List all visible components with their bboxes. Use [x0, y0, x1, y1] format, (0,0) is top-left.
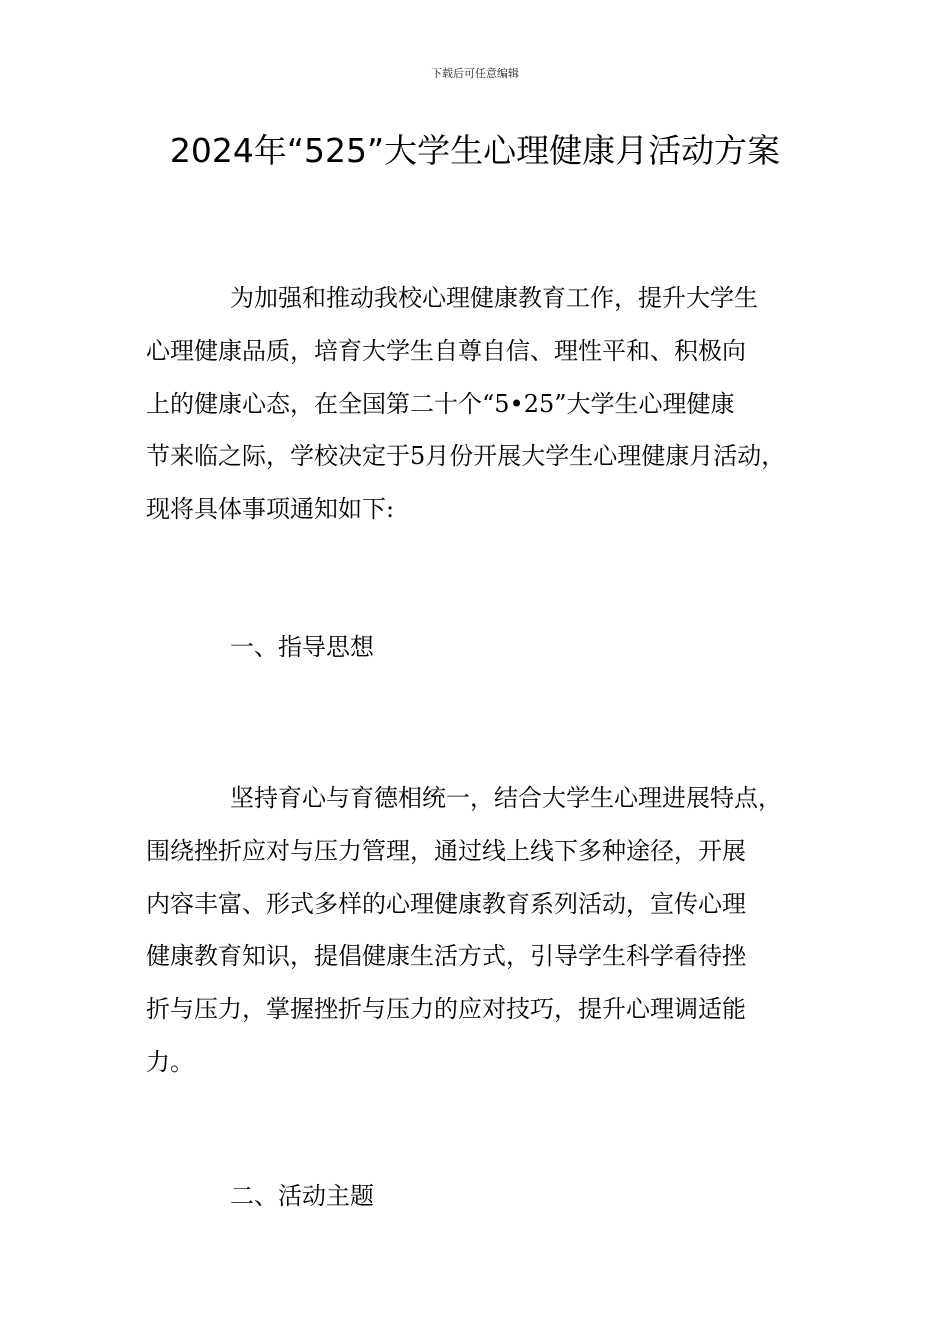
intro-paragraph — [146, 272, 836, 536]
section-heading-guiding-thought: 一、指导思想 — [230, 633, 374, 661]
document-title: 2024年“525”大学生心理健康月活动方案 — [169, 131, 781, 170]
body-line: 内容丰富、形式多样的心理健康教育系列活动，宣传心理 — [146, 889, 746, 918]
body-line: 健康教育知识，提倡健康生活方式，引导学生科学看待挫 — [146, 942, 746, 971]
intro-line: 节来临之际，学校决定于5月份开展大学生心理健康月活动， — [146, 442, 786, 471]
body-line: 折与压力，掌握挫折与压力的应对技巧，提升心理调适能 — [146, 995, 746, 1024]
intro-line: 上的健康心态，在全国第二十个“5•25”大学生心理健康 — [146, 389, 735, 418]
intro-line: 心理健康品质，培育大学生自尊自信、理性平和、积极向 — [146, 336, 746, 365]
body-line: 坚持育心与育德相统一，结合大学生心理进展特点， — [230, 784, 782, 812]
intro-line: 为加强和推动我校心理健康教育工作，提升大学生 — [230, 284, 758, 312]
intro-line: 现将具体事项通知如下: — [146, 495, 395, 524]
section-heading-activity-theme: 二、活动主题 — [230, 1182, 374, 1210]
body-line: 力。 — [146, 1047, 194, 1076]
guiding-thought-paragraph — [146, 772, 836, 1089]
body-line: 围绕挫折应对与压力管理，通过线上线下多种途径，开展 — [146, 836, 746, 865]
header-note: 下载后可任意编辑 — [431, 67, 519, 80]
